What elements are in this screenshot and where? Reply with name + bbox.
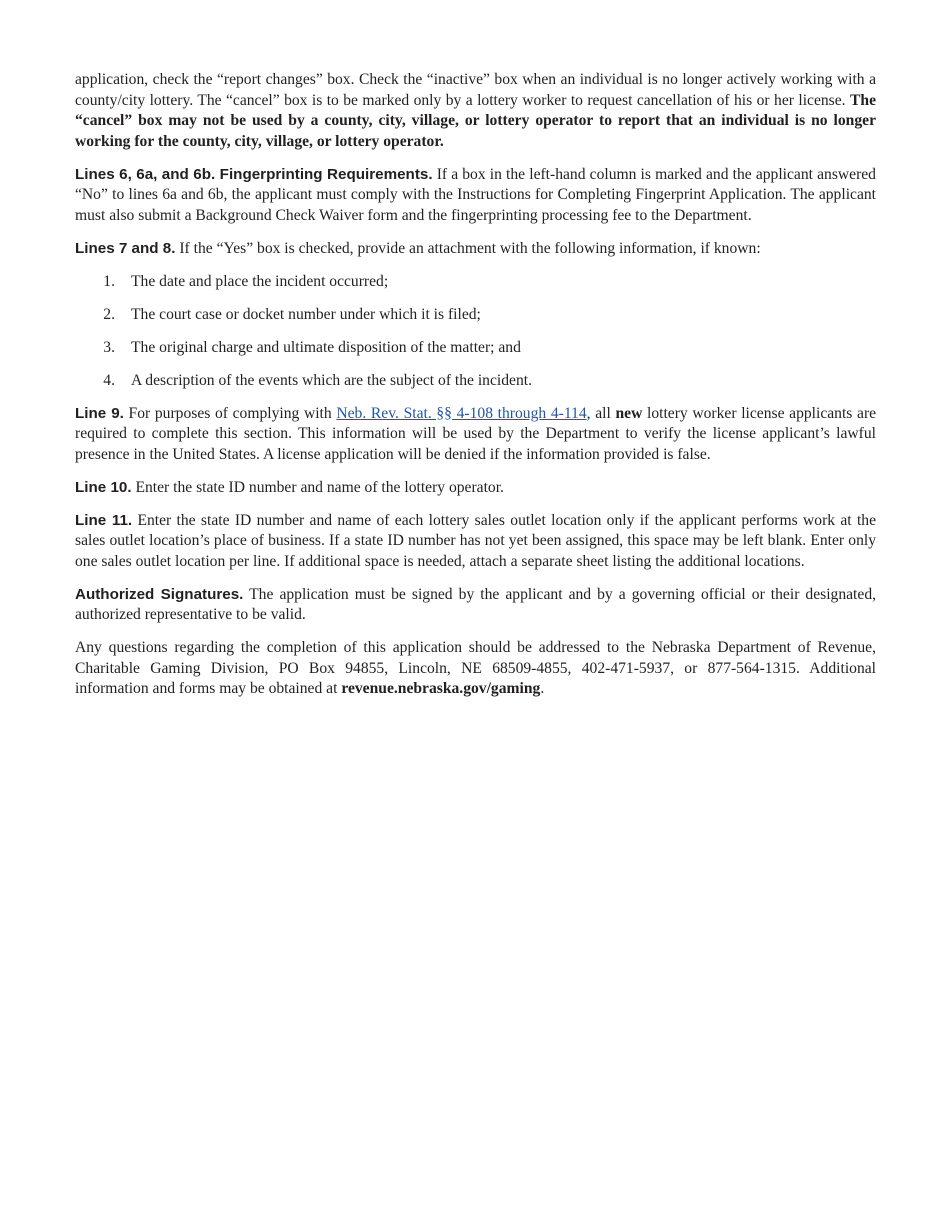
lines6-heading: Lines 6, 6a, and 6b. Fingerprinting Requirements. [75,165,433,183]
lines6-text: If a box in the left-hand column is marked and the applicant answered “No” to lines 6a and 6b, the applicant must comply with the Instructions for Completing Fingerprint Application. The applicant must also submit a Background Check Waiver form and the fingerprinting processing fee to the Department. [75,165,876,224]
signatures-text: The application must be signed by the applicant and by a governing official or their designated, authorized representative to be valid. [75,585,877,623]
list-item-text: The court case or docket number under which it is filed; [131,305,481,323]
line10-text: Enter the state ID number and name of the lottery operator. [135,478,504,496]
line9-post: lottery worker license applicants are required to complete this section. This information will be used by the Department to verify the license applicant’s lawful presence in the United States. A license application will be denied if the information provided is false. [75,404,877,463]
list-item-number: 3. [103,338,115,356]
intro-text: application, check the “report changes” box. Check the “inactive” box when an individual is no longer actively working with a county/city lottery. The “cancel” box is to be marked only by a lottery worker to request cancellation of his or her license. [75,71,876,109]
line9-heading: Line 9. [75,404,124,422]
contact-paragraph [75,638,876,700]
list-item [75,272,876,293]
lines7and8-paragraph [75,239,876,260]
list-item-number: 1. [103,272,115,290]
list-item-text: A description of the events which are the subject of the incident. [131,371,532,389]
list-item-number: 4. [103,371,115,389]
line9-new: new [615,404,643,422]
lines7and8-text: If the “Yes” box is checked, provide an attachment with the following information, if known: [179,239,761,257]
lines7and8-heading: Lines 7 and 8. [75,239,176,257]
line10-paragraph [75,478,876,499]
website-text: revenue.nebraska.gov/gaming [341,680,541,697]
line9-mid: , all [586,404,611,422]
line11-text: Enter the state ID number and name of each lottery sales outlet location only if the applicant performs work at the sales outlet location’s place of business. If a state ID number has not yet been assigned, this space may be left blank. Enter only one sales outlet location per line. If additional space is needed, attach a separate sheet listing the additional locations. [75,511,877,570]
list-item [75,371,876,392]
list-item [75,338,876,359]
signatures-paragraph [75,585,876,626]
line9-paragraph [75,404,876,466]
lines6-paragraph [75,165,876,227]
signatures-heading: Authorized Signatures. [75,585,244,603]
line11-heading: Line 11. [75,511,133,529]
instructions-page [75,70,876,712]
contact-text: Any questions regarding the completion of this application should be addressed to the Nebraska Department of Revenue, Charitable Gaming Division, PO Box 94855, Lincoln, NE 68509-4855, 402-471-5937, or 877-564-1315. Additional information and forms may be obtained at [75,639,876,697]
list-item-number: 2. [103,305,115,323]
list-item [75,305,876,326]
list-item-text: The original charge and ultimate disposition of the matter; and [131,338,521,356]
line11-paragraph [75,511,876,573]
incident-info-list [75,272,876,392]
cancel-warning: The “cancel” box may not be used by a county, city, village, or lottery operator to report that an individual is no longer working for the county, city, village, or lottery operator. [75,91,876,150]
contact-end: . [540,680,545,697]
line10-heading: Line 10. [75,478,132,496]
statute-link[interactable]: Neb. Rev. Stat. §§ 4-108 through 4-114 [336,404,587,422]
list-item-text: The date and place the incident occurred; [131,272,389,290]
line9-pre: For purposes of complying with [128,404,332,422]
intro-paragraph [75,70,876,152]
